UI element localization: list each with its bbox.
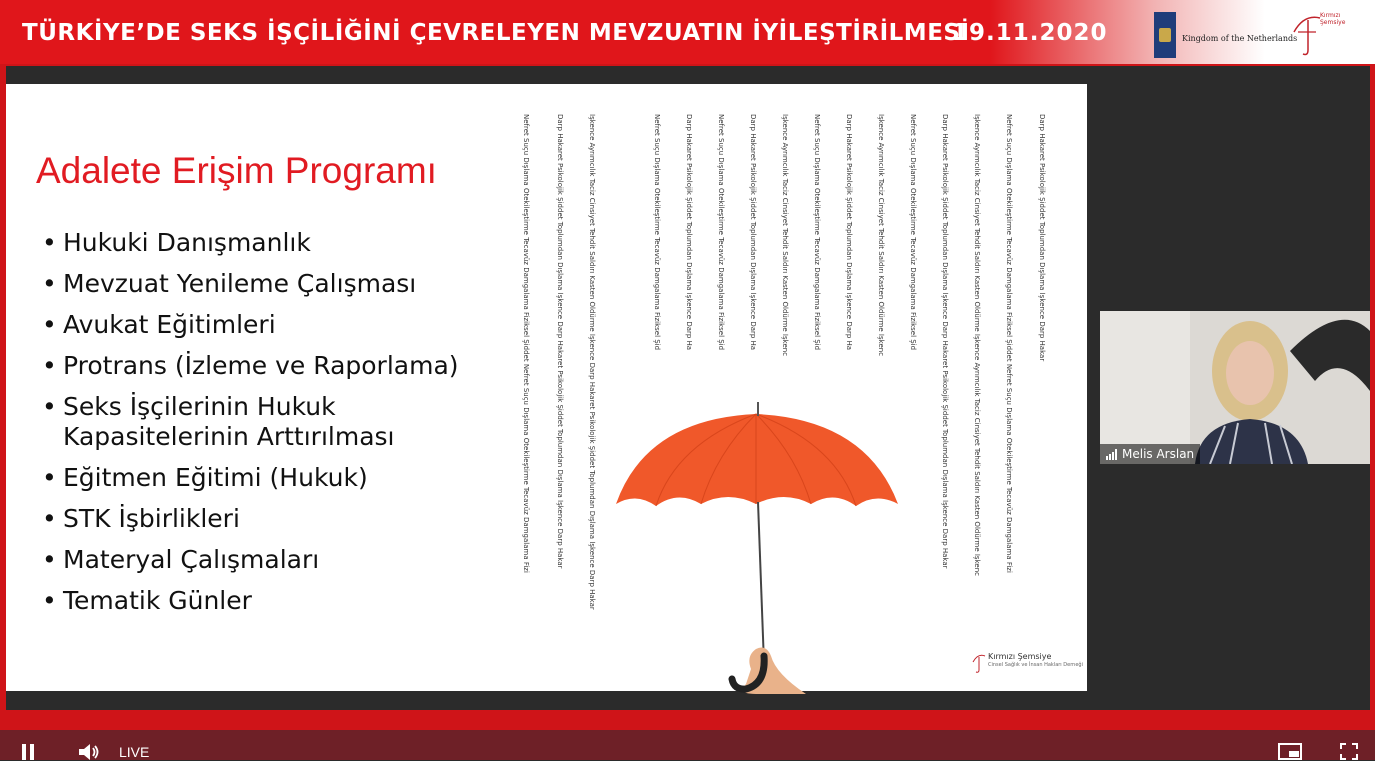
participant-video-tile[interactable] xyxy=(1100,311,1370,464)
vertical-text-column: İşkence Ayrımcılık Taciz Cinsiyet Tehdit Saldırı Kasten Öldürme İşkenc xyxy=(781,114,789,357)
kirmizi-semsiye-logo xyxy=(1290,10,1350,60)
vertical-text-column: Nefret Suçu Dışlama Ötekileştirme Tecavüz Damgalama Fiziksel Şid xyxy=(909,114,917,351)
vertical-text-column: Darp Hakaret Psikolojik Şiddet Toplumdan Dışlama İşkence Darp Ha xyxy=(685,114,693,351)
participant-video-feed xyxy=(1100,311,1370,464)
list-item: • Protrans (İzleme ve Raporlama) xyxy=(42,351,503,381)
list-item: • Seks İşçilerinin Hukuk Kapasitelerinin Arttırılması xyxy=(42,392,503,452)
list-item: • Hukuki Danışmanlık xyxy=(42,228,503,258)
fullscreen-icon[interactable] xyxy=(1340,743,1358,760)
vertical-text-column: Darp Hakaret Psikolojik Şiddet Toplumdan Dışlama İşkence Darp Hakar xyxy=(1038,114,1046,362)
partner-logo-text: Kingdom of the Netherlands xyxy=(1182,34,1298,43)
list-item: • Materyal Çalışmaları xyxy=(42,545,503,575)
event-title: TÜRKİYE’DE SEKS İŞÇİLİĞİNİ ÇEVRELEYEN MEVZUATIN İYİLEŞTİRİLMESİ xyxy=(22,20,970,46)
participant-name-tag xyxy=(1100,444,1200,464)
picture-in-picture-icon[interactable] xyxy=(1278,743,1302,760)
vertical-text-column: İşkence Ayrımcılık Taciz Cinsiyet Tehdit Saldırı Kasten Öldürme İşkence Ayrımcılık Taciz Cinsiyet Tehdit Saldırı Kasten Öldürme İşkenc xyxy=(973,114,981,576)
volume-icon[interactable] xyxy=(78,743,102,761)
header-banner xyxy=(0,0,1375,64)
vertical-text-column: Nefret Suçu Dışlama Ötekileştirme Tecavüz Damgalama Fiziksel Şid xyxy=(653,114,661,351)
event-date: 19.11.2020 xyxy=(952,20,1108,46)
vertical-text-column: Nefret Suçu Dışlama Ötekileştirme Tecavüz Damgalama Fiziksel Şid xyxy=(813,114,821,351)
umbrella-illustration xyxy=(606,394,906,694)
slide-logo-subtitle: Cinsel Sağlık ve İnsan Hakları Derneği xyxy=(988,662,1083,668)
slide-title: Adalete Erişim Programı xyxy=(36,150,437,191)
slide-org-logo xyxy=(972,652,1083,676)
netherlands-logo xyxy=(1154,12,1298,58)
vertical-text-column: Nefret Suçu Dışlama Ötekileştirme Tecavüz Damgalama Fiziksel Şid xyxy=(717,114,725,351)
list-item: • Mevzuat Yenileme Çalışması xyxy=(42,269,503,299)
program-list xyxy=(42,228,503,627)
list-item: • Avukat Eğitimleri xyxy=(42,310,503,340)
vertical-text-column: Darp Hakaret Psikolojik Şiddet Toplumdan Dışlama İşkence Darp Ha xyxy=(845,114,853,351)
vertical-text-column: Darp Hakaret Psikolojik Şiddet Toplumdan Dışlama İşkence Darp Hakaret Psikolojik Şiddet Toplumdan Dışlama İşkence Darp Hakar xyxy=(941,114,949,569)
list-item: • Tematik Günler xyxy=(42,586,503,616)
umbrella-logo-icon xyxy=(972,652,986,674)
participant-name: Melis Arslan xyxy=(1122,447,1195,461)
vertical-text-column: Darp Hakaret Psikolojik Şiddet Toplumdan Dışlama İşkence Darp Ha xyxy=(749,114,757,351)
vertical-text-column: İşkence Ayrımcılık Taciz Cinsiyet Tehdit Saldırı Kasten Öldürme İşkenc xyxy=(877,114,885,357)
vertical-text-column: Nefret Suçu Dışlama Ötekileştirme Tecavüz Damgalama Fiziksel Şiddet Nefret Suçu Dışlama Ötekileştirme Tecavüz Damgalama Fizi xyxy=(1005,114,1013,573)
pause-icon[interactable] xyxy=(20,744,36,760)
slide-logo-title: Kırmızı Şemsiye xyxy=(988,652,1052,661)
vertical-text-column: İşkence Ayrımcılık Taciz Cinsiyet Tehdit Saldırı Kasten Öldürme İşkence Darp Hakaret Psikolojik Şiddet Toplumdan Dışlama İşkence Darp Hakar xyxy=(588,114,596,610)
crest-icon xyxy=(1154,12,1176,58)
list-item: • STK İşbirlikleri xyxy=(42,504,503,534)
list-item: • Eğitmen Eğitimi (Hukuk) xyxy=(42,463,503,493)
player-control-bar xyxy=(0,730,1375,760)
org-logo-text: Kırmızı Şemsiye xyxy=(1320,12,1346,26)
vertical-text-column: Nefret Suçu Dışlama Ötekileştirme Tecavüz Damgalama Fiziksel Şiddet Nefret Suçu Dışlama Ötekileştirme Tecavüz Damgalama Fizi xyxy=(522,114,530,573)
live-indicator: LIVE xyxy=(119,744,150,760)
signal-bars-icon xyxy=(1106,449,1117,460)
vertical-text-column: Darp Hakaret Psikolojik Şiddet Toplumdan Dışlama İşkence Darp Hakaret Psikolojik Şiddet Toplumdan Dışlama İşkence Darp Hakar xyxy=(556,114,564,569)
presentation-slide xyxy=(6,84,1087,691)
umbrella-logo-icon xyxy=(1290,10,1324,58)
